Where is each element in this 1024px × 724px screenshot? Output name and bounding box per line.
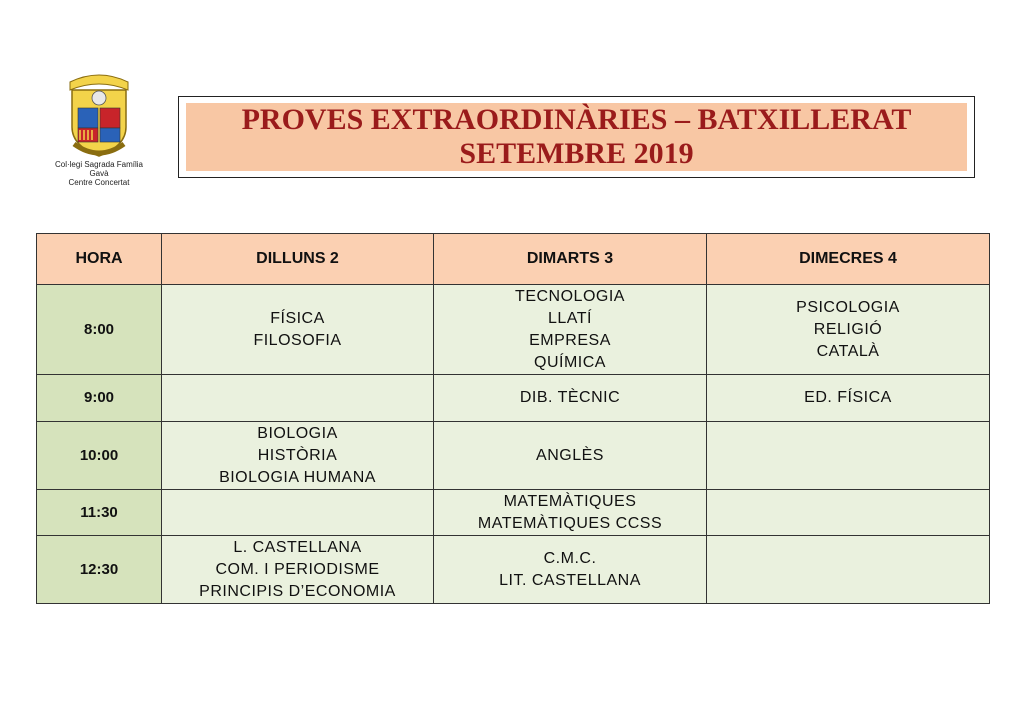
exam-cell-dimecres xyxy=(707,285,990,375)
subject-label: BIOLOGIA HUMANA xyxy=(219,468,376,486)
timetable-body xyxy=(37,285,990,604)
subject-label: MATEMÀTIQUES xyxy=(503,492,637,510)
subject-label: RELIGIÓ xyxy=(813,320,883,338)
table-row xyxy=(37,536,990,604)
school-logo-block xyxy=(40,72,158,187)
exam-cell-dilluns xyxy=(162,375,434,422)
hour-cell: 12:30 xyxy=(37,536,162,604)
school-crest-icon xyxy=(64,72,134,160)
exam-cell-dimecres xyxy=(707,375,990,422)
subject-label: HISTÒRIA xyxy=(257,446,338,464)
subject-label: CATALÀ xyxy=(816,342,880,360)
subject-label: PSICOLOGIA xyxy=(796,298,900,316)
exam-cell-dilluns xyxy=(162,285,434,375)
school-status: Centre Concertat xyxy=(68,178,130,187)
exam-cell-dimecres xyxy=(707,490,990,536)
hour-cell: 9:00 xyxy=(37,375,162,422)
hour-cell: 11:30 xyxy=(37,490,162,536)
exam-cell-dilluns xyxy=(162,422,434,490)
school-town: Gavà xyxy=(89,169,109,178)
exam-timetable xyxy=(36,233,990,604)
hour-cell: 10:00 xyxy=(37,422,162,490)
subject-label: FILOSOFIA xyxy=(253,331,342,349)
subject-label: QUÍMICA xyxy=(534,353,606,371)
subject-label: C.M.C. xyxy=(543,549,597,567)
exam-cell-dimecres xyxy=(707,536,990,604)
subject-label: LIT. CASTELLANA xyxy=(499,571,641,589)
exam-cell-dilluns xyxy=(162,536,434,604)
subject-label: PRINCIPIS D’ECONOMIA xyxy=(199,582,396,600)
table-row xyxy=(37,285,990,375)
header-dimecres: DIMECRES 4 xyxy=(707,234,990,285)
table-row xyxy=(37,375,990,422)
title-box xyxy=(178,96,975,178)
table-row xyxy=(37,490,990,536)
header-dimarts: DIMARTS 3 xyxy=(434,234,707,285)
table-row xyxy=(37,422,990,490)
subject-label: FÍSICA xyxy=(270,309,325,327)
subject-label: ANGLÈS xyxy=(536,446,604,464)
page-title: PROVES EXTRAORDINÀRIES – BATXILLERAT xyxy=(241,103,912,136)
exam-cell-dimarts xyxy=(434,422,707,490)
exam-cell-dimarts xyxy=(434,536,707,604)
exam-cell-dimarts xyxy=(434,285,707,375)
header-row xyxy=(37,234,990,285)
hour-cell: 8:00 xyxy=(37,285,162,375)
subject-label: MATEMÀTIQUES CCSS xyxy=(477,514,663,532)
exam-cell-dimecres xyxy=(707,422,990,490)
subject-label: COM. I PERIODISME xyxy=(215,560,380,578)
page-subtitle: SETEMBRE 2019 xyxy=(459,137,694,170)
title-background xyxy=(186,103,967,171)
exam-cell-dilluns xyxy=(162,490,434,536)
header-dilluns: DILLUNS 2 xyxy=(162,234,434,285)
subject-label: TECNOLOGIA xyxy=(515,287,625,305)
subject-label: BIOLOGIA xyxy=(257,424,338,442)
subject-label: DIB. TÈCNIC xyxy=(519,389,621,406)
subject-label: L. CASTELLANA xyxy=(233,538,362,556)
school-name: Col·legi Sagrada Família xyxy=(54,160,144,169)
subject-label: LLATÍ xyxy=(548,309,592,327)
header-hora: HORA xyxy=(37,234,162,285)
exam-cell-dimarts xyxy=(434,490,707,536)
exam-cell-dimarts xyxy=(434,375,707,422)
subject-label: EMPRESA xyxy=(529,331,611,349)
subject-label: ED. FÍSICA xyxy=(804,389,892,406)
